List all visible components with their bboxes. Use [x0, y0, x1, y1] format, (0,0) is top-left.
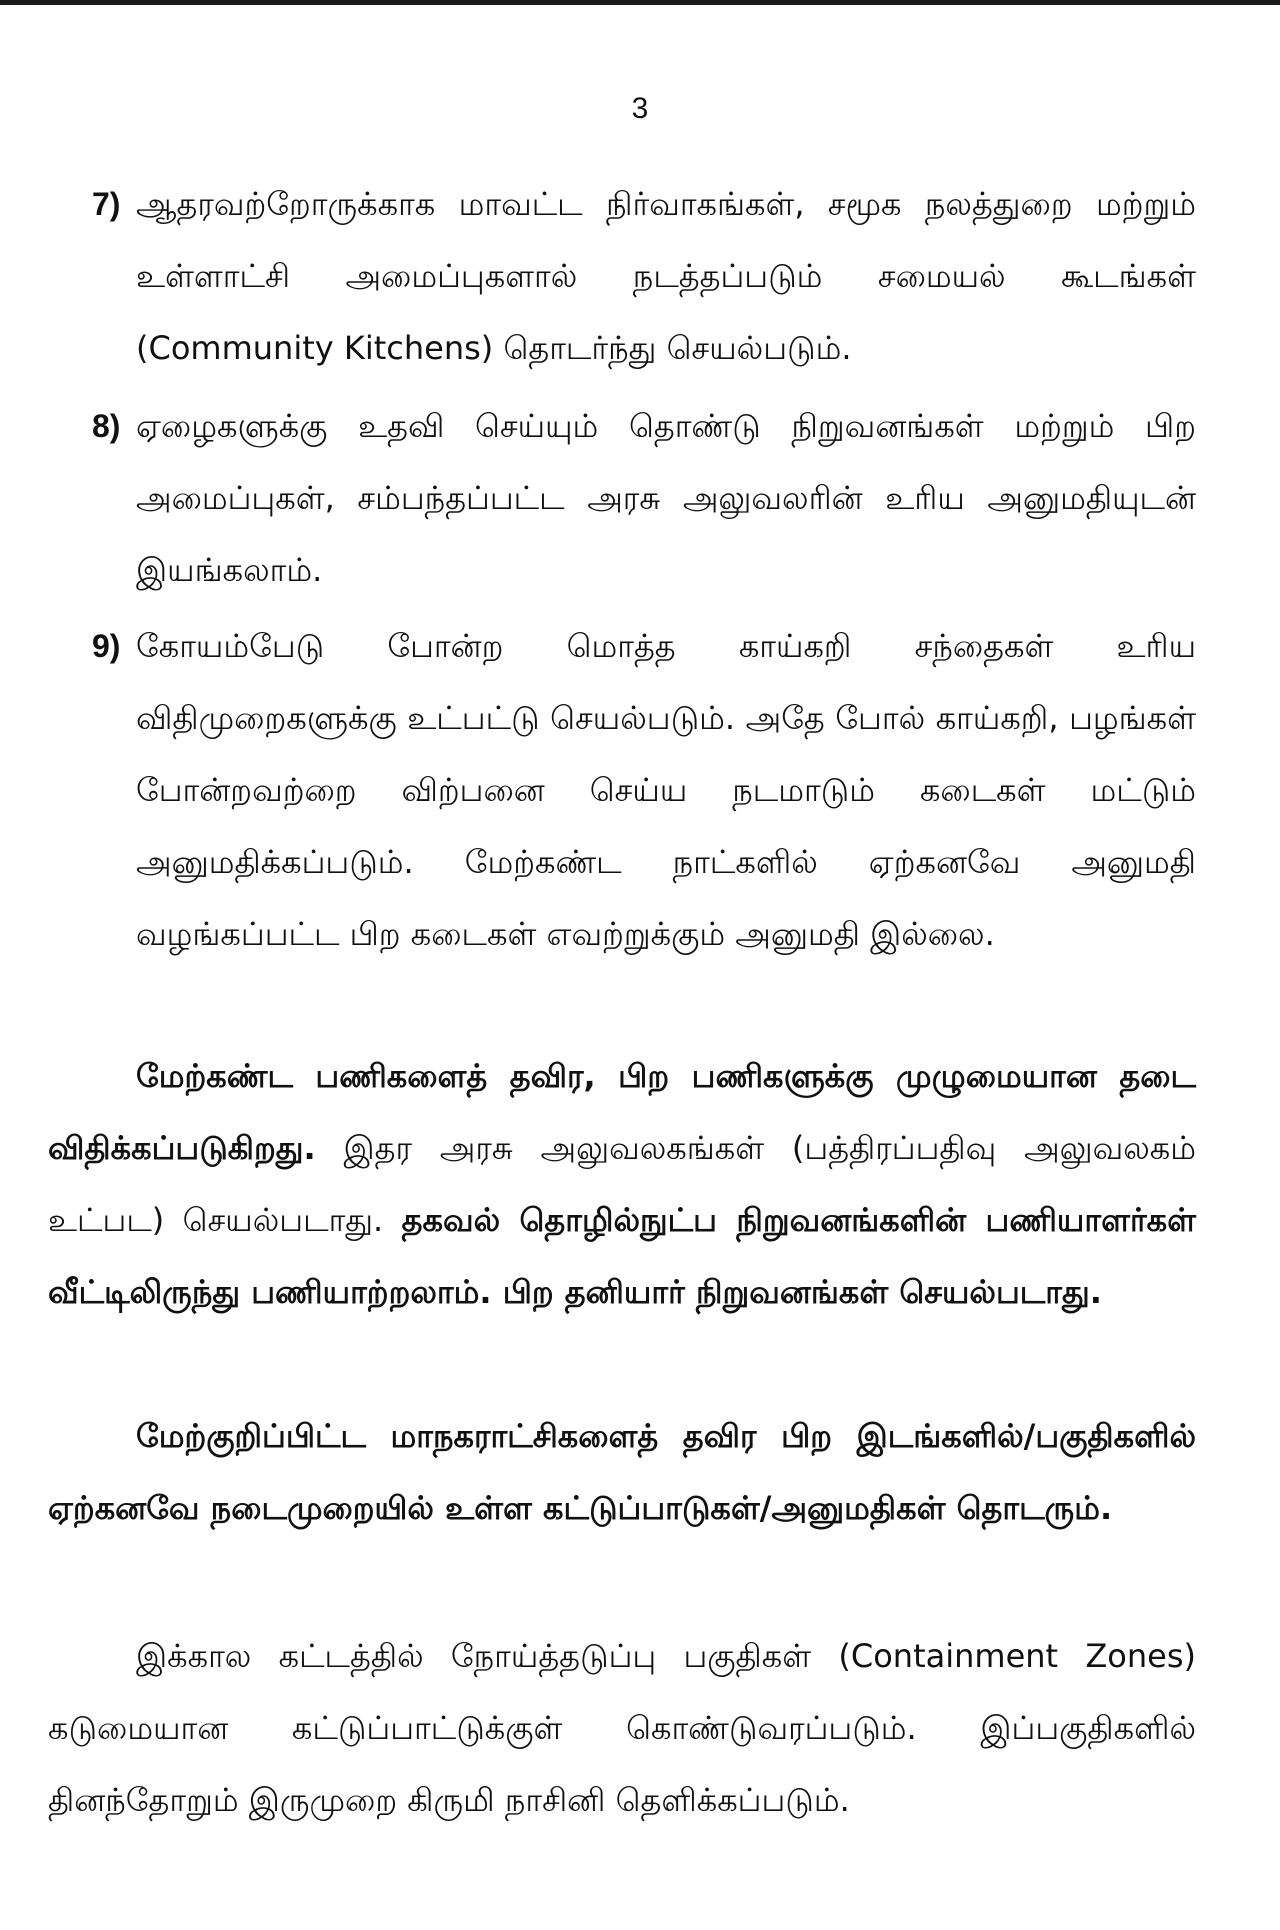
paragraph-other-areas — [48, 1400, 1196, 1544]
list-item — [92, 610, 1196, 970]
restriction-bold-text: மேற்கண்ட பணிகளைத் தவிர, பிற பணிகளுக்கு முழுமையான தடை விதிக்கப்படுகிறது. — [48, 1057, 1196, 1167]
list-item — [92, 390, 1196, 606]
paragraph-containment-zones — [48, 1620, 1196, 1836]
other-areas-text: மேற்குறிப்பிட்ட மாநகராட்சிகளைத் தவிர பிற இடங்களில்/பகுதிகளில் ஏற்கனவே நடைமுறையில் உள்ள கட்டுப்பாடுகள்/அனுமதிகள் தொடரும். — [48, 1417, 1196, 1527]
item-text: ஆதரவற்றோருக்காக மாவட்ட நிர்வாகங்கள், சமூக நலத்துறை மற்றும் உள்ளாட்சி அமைப்புகளால் நடத்தப்படும் சமையல் கூடங்கள் (Community Kitchens) தொடர்ந்து செயல்படும். — [136, 185, 1196, 367]
item-number: 8) — [92, 408, 121, 444]
containment-text: இக்கால கட்டத்தில் நோய்த்தடுப்பு பகுதிகள் (Containment Zones) கடுமையான கட்டுப்பாட்டுக்குள் கொண்டுவரப்படும். இப்பகுதிகளில் தினந்தோறும் இருமுறை கிருமி நாசினி தெளிக்கப்படும். — [48, 1637, 1196, 1819]
page-number: 3 — [631, 92, 649, 125]
list-item — [92, 168, 1196, 384]
it-companies-bold-text: தகவல் தொழில்நுட்ப நிறுவனங்களின் பணியாளர்கள் வீட்டிலிருந்து பணியாற்றலாம். பிற தனியார் நிறுவனங்கள் செயல்படாது. — [48, 1201, 1197, 1311]
item-text: ஏழைகளுக்கு உதவி செய்யும் தொண்டு நிறுவனங்கள் மற்றும் பிற அமைப்புகள், சம்பந்தப்பட்ட அரசு அலுவலரின் உரிய அனுமதியுடன் இயங்கலாம். — [136, 407, 1196, 589]
item-number: 9) — [92, 628, 121, 664]
paragraph-restrictions — [48, 1040, 1196, 1328]
item-text: கோயம்பேடு போன்ற மொத்த காய்கறி சந்தைகள் உரிய விதிமுறைகளுக்கு உட்பட்டு செயல்படும். அதே போல் காய்கறி, பழங்கள் போன்றவற்றை விற்பனை செய்ய நடமாடும் கடைகள் மட்டும் அனுமதிக்கப்படும். மேற்கண்ட நாட்களில் ஏற்கனவே அனுமதி வழங்கப்பட்ட பிற கடைகள் எவற்றுக்கும் அனுமதி இல்லை. — [136, 627, 1196, 953]
restriction-normal-text: இதர அரசு அலுவலகங்கள் (பத்திரப்பதிவு அலுவலகம் உட்பட) செயல்படாது. — [48, 1129, 1197, 1239]
top-border — [0, 0, 1280, 5]
item-number: 7) — [92, 186, 121, 222]
